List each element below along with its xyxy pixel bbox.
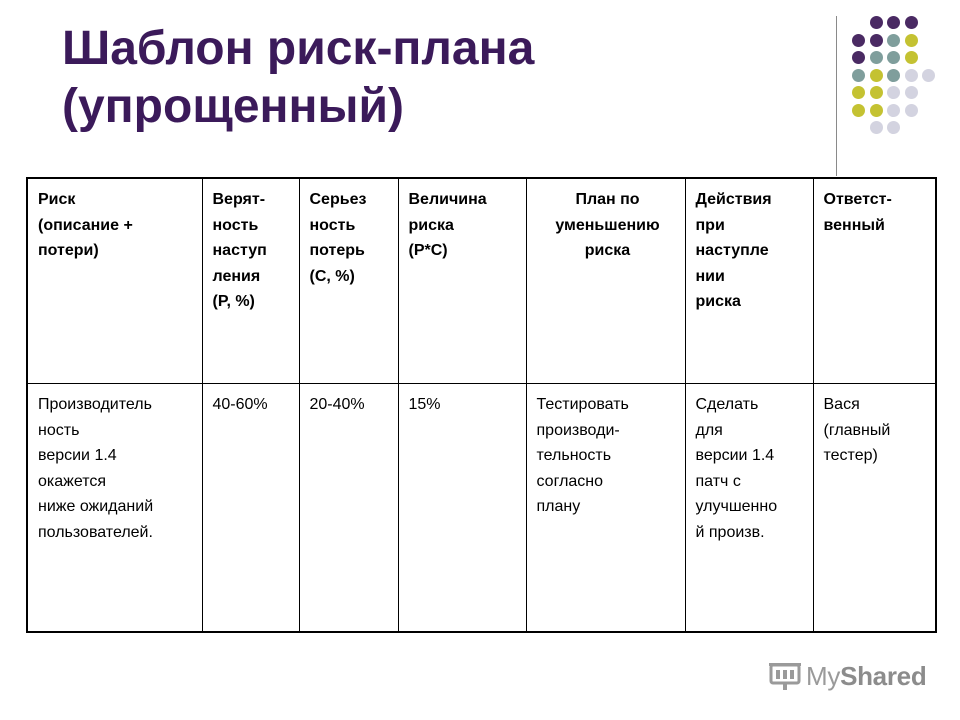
cell-probability: 40-60% xyxy=(202,384,299,633)
slide-title xyxy=(62,20,534,136)
cell-mitigation-plan: Тестировать производи- тельность согласно плану xyxy=(526,384,685,633)
decorative-dot xyxy=(905,104,918,117)
table-header-row xyxy=(27,178,936,384)
decorative-dot xyxy=(887,16,900,29)
decorative-dot xyxy=(922,69,935,82)
decorative-dot xyxy=(870,86,883,99)
decorative-dot xyxy=(887,104,900,117)
decorative-dot xyxy=(852,69,865,82)
presentation-icon xyxy=(768,659,802,693)
decorative-dot xyxy=(852,86,865,99)
decorative-dot xyxy=(852,51,865,64)
header-cell-responsible: Ответст- венный xyxy=(813,178,936,384)
header-cell-probability: Верят- ность наступ ления (P, %) xyxy=(202,178,299,384)
header-cell-actions: Действия при наступле нии риска xyxy=(685,178,813,384)
table-row xyxy=(27,384,936,633)
header-cell-mitigation-plan: План по уменьшению риска xyxy=(526,178,685,384)
decorative-divider xyxy=(836,16,837,176)
decorative-dot xyxy=(870,34,883,47)
decorative-dot xyxy=(870,104,883,117)
decorative-dot xyxy=(852,104,865,117)
risk-plan-table xyxy=(26,177,937,633)
slide-title-line-2: (упрощенный) xyxy=(62,80,404,133)
decorative-dot xyxy=(870,121,883,134)
decorative-dot xyxy=(852,34,865,47)
myshared-watermark xyxy=(768,656,926,696)
cell-actions: Сделать для версии 1.4 патч с улучшенно й произв. xyxy=(685,384,813,633)
watermark-text-my: My xyxy=(806,660,841,691)
decorative-dot xyxy=(887,51,900,64)
decorative-dot xyxy=(887,121,900,134)
decorative-dot xyxy=(887,69,900,82)
decorative-dot xyxy=(887,86,900,99)
cell-magnitude: 15% xyxy=(398,384,526,633)
decorative-dot xyxy=(870,69,883,82)
decorative-dot xyxy=(905,51,918,64)
watermark-text xyxy=(806,661,926,692)
decorative-dot xyxy=(905,34,918,47)
cell-severity: 20-40% xyxy=(299,384,398,633)
header-cell-magnitude: Величина риска (P*C) xyxy=(398,178,526,384)
cell-responsible: Вася (главный тестер) xyxy=(813,384,936,633)
decorative-dot xyxy=(905,69,918,82)
decorative-dot-grid xyxy=(850,14,950,154)
watermark-text-shared: Shared xyxy=(840,660,927,691)
cell-risk-description: Производитель ность версии 1.4 окажется ниже ожиданий пользователей. xyxy=(27,384,202,633)
decorative-dot xyxy=(887,34,900,47)
decorative-dot xyxy=(870,16,883,29)
decorative-dot xyxy=(870,51,883,64)
decorative-dot xyxy=(905,16,918,29)
decorative-dot xyxy=(905,86,918,99)
header-cell-risk: Риск (описание + потери) xyxy=(27,178,202,384)
header-cell-severity: Серьез ность потерь (С, %) xyxy=(299,178,398,384)
slide-title-line-1: Шаблон риск-плана xyxy=(62,22,535,75)
